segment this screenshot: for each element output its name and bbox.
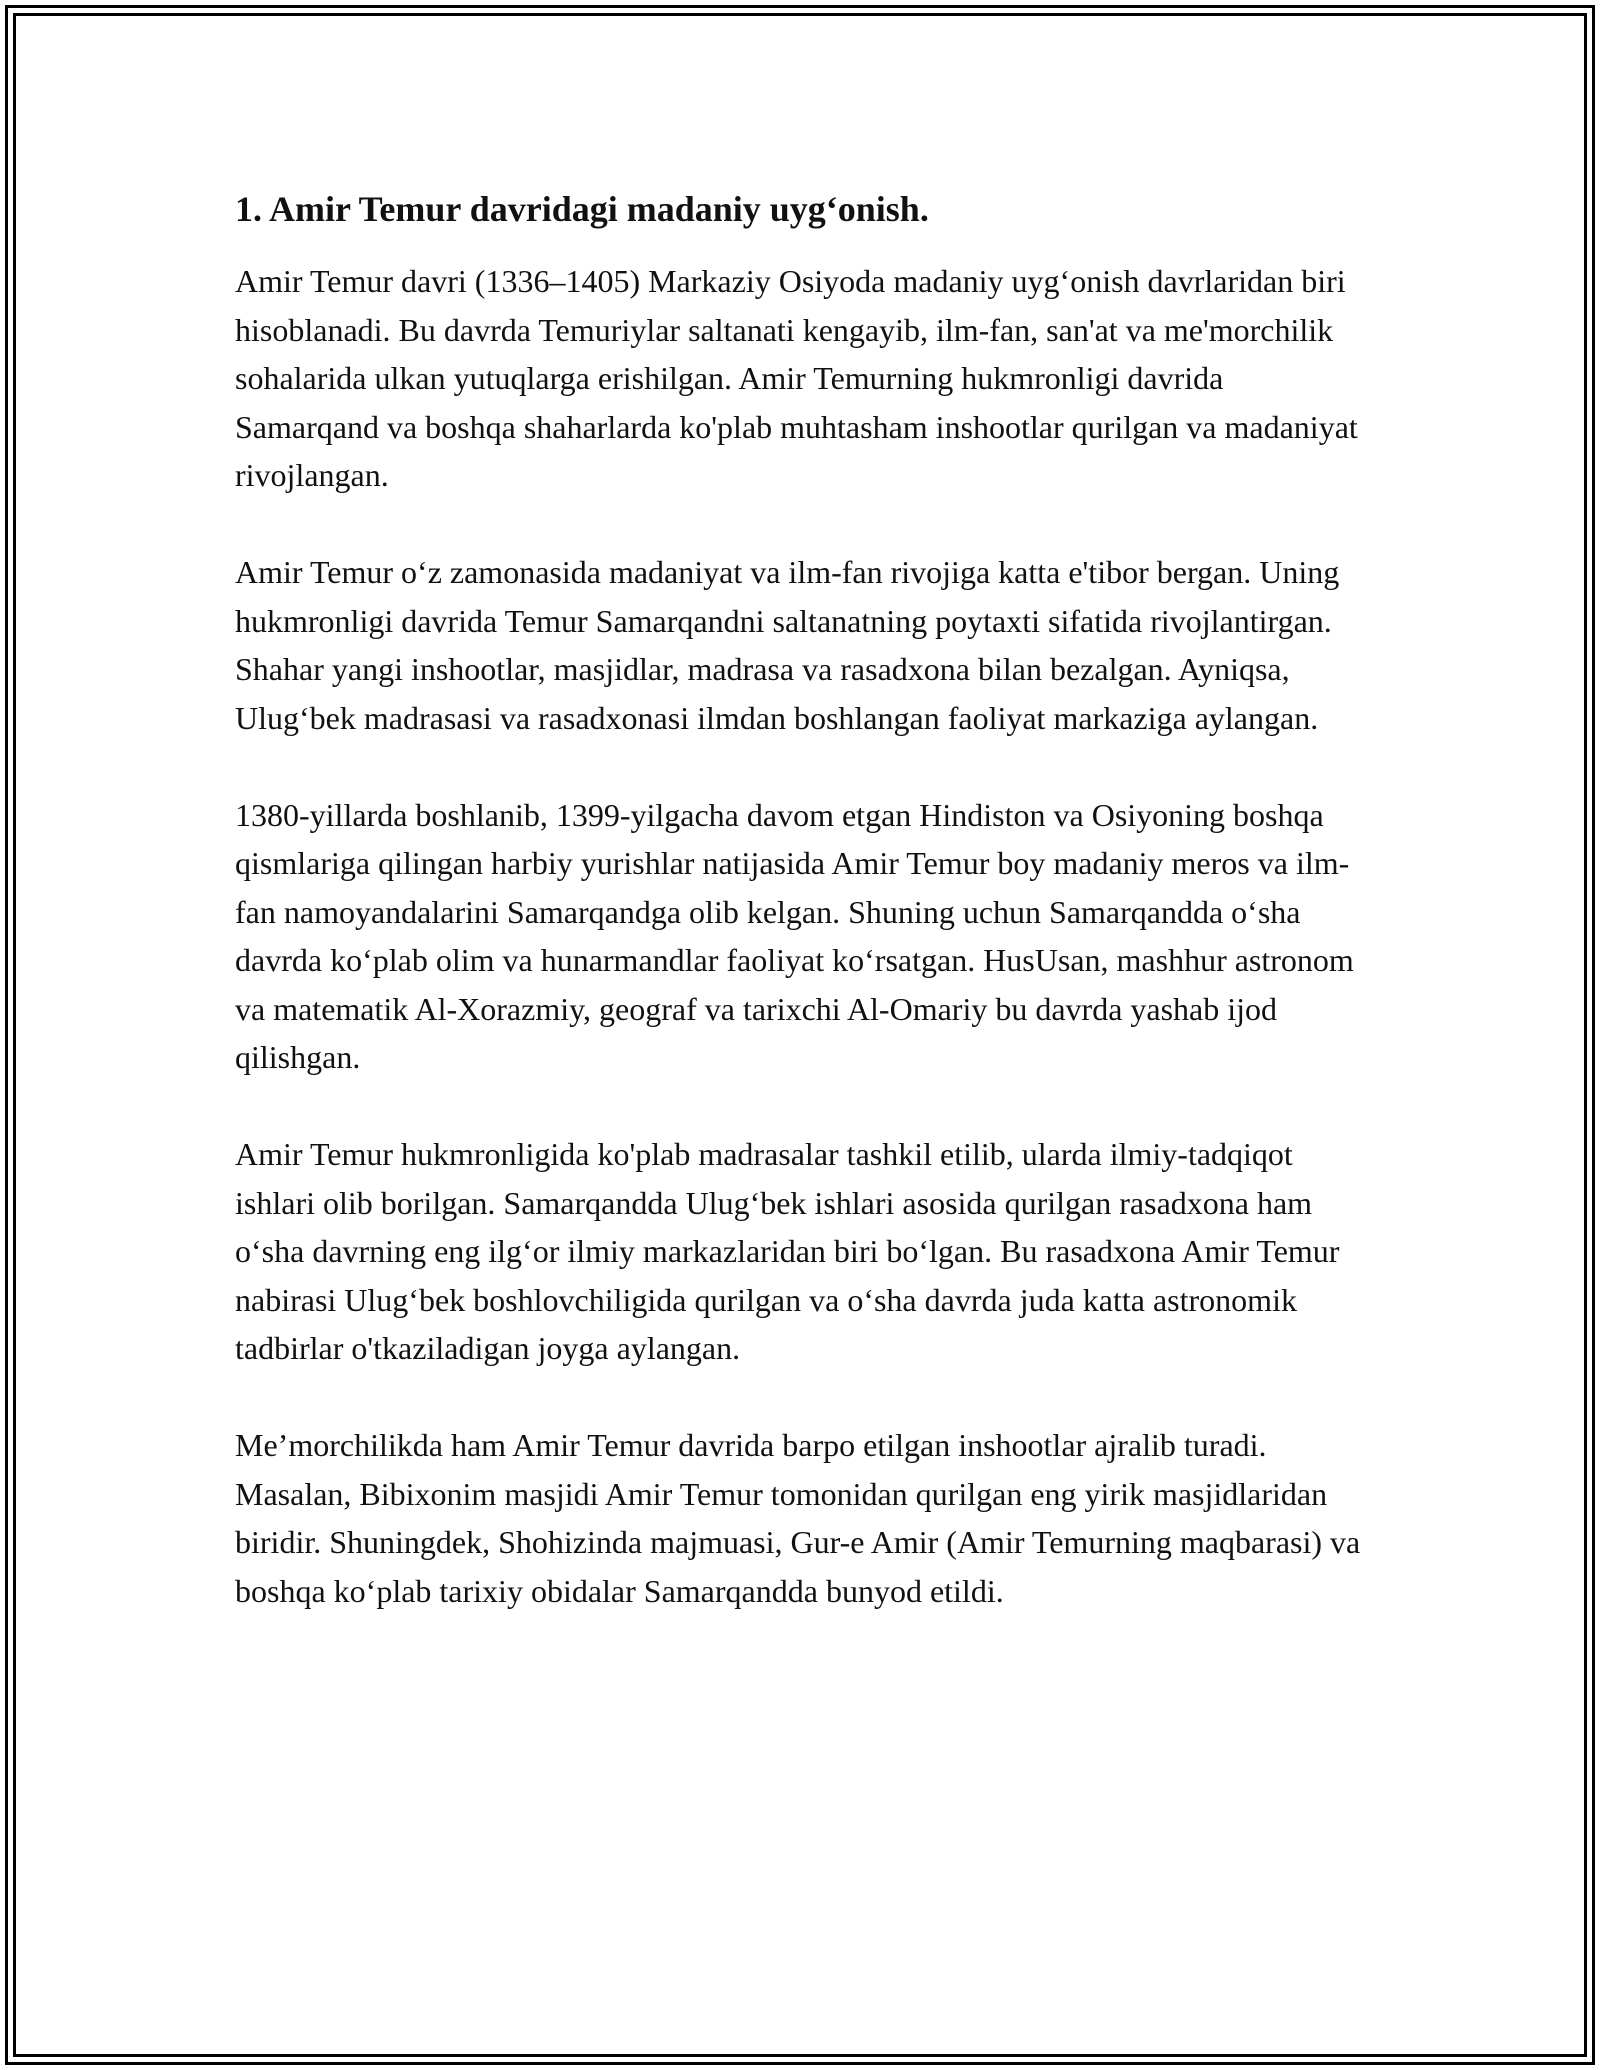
paragraph-2: Amir Temur o‘z zamonasida madaniyat va ilm-fan rivojiga katta e'tibor bergan. Uning hukmronligi davrida Temur Samarqandni saltanatning poytaxti sifatida rivojlantirgan. Shahar yangi inshootlar, masjidlar, madrasa va rasadxona bilan bezalgan. Ayniqsa, Ulug‘bek madrasasi va rasadxonasi ilmdan boshlangan faoliyat markaziga aylangan. <box>235 554 1340 736</box>
paragraph-1: Amir Temur davri (1336–1405) Markaziy Osiyoda madaniy uyg‘onish davrlaridan biri hisoblanadi. Bu davrda Temuriylar saltanati kengayib, ilm-fan, san'at va me'morchilik sohalarida ulkan yutuqlarga erishilgan. Amir Temurning hukmronligi davrida Samarqand va boshqa shaharlarda ko'plab muhtasham inshootlar qurilgan va madaniyat rivojlangan. <box>235 263 1358 493</box>
paragraph-4: Amir Temur hukmronligida ko'plab madrasalar tashkil etilib, ularda ilmiy-tadqiqot ishlari olib borilgan. Samarqandda Ulug‘bek ishlari asosida qurilgan rasadxona ham o‘sha davrning eng ilg‘or ilmiy markazlaridan biri bo‘lgan. Bu rasadxona Amir Temur nabirasi Ulug‘bek boshlovchiligida qurilgan va o‘sha davrda juda katta astronomik tadbirlar o'tkaziladigan joyga aylangan. <box>235 1136 1340 1366</box>
paragraph-3: 1380-yillarda boshlanib, 1399-yilgacha davom etgan Hindiston va Osiyoning boshqa qismlariga qilingan harbiy yurishlar natijasida Amir Temur boy madaniy meros va ilm-fan namoyandalarini Samarqandga olib kelgan. Shuning uchun Samarqandda o‘sha davrda ko‘plab olim va hunarmandlar faoliyat ko‘rsatgan. HusUsan, mashhur astronom va matematik Al-Xorazmiy, geograf va tarixchi Al-Omariy bu davrda yashab ijod qilishgan. <box>235 796 1354 1075</box>
section-heading: 1. Amir Temur davridagi madaniy uyg‘onish. <box>235 189 929 229</box>
document-body <box>235 185 1375 1664</box>
paragraph-5: Me’morchilikda ham Amir Temur davrida barpo etilgan inshootlar ajralib turadi. Masalan, Bibixonim masjidi Amir Temur tomonidan qurilgan eng yirik masjidlaridan biridir. Shuningdek, Shohizinda majmuasi, Gur-e Amir (Amir Temurning maqbarasi) va boshqa ko‘plab tarixiy obidalar Samarqandda bunyod etildi. <box>235 1427 1361 1609</box>
